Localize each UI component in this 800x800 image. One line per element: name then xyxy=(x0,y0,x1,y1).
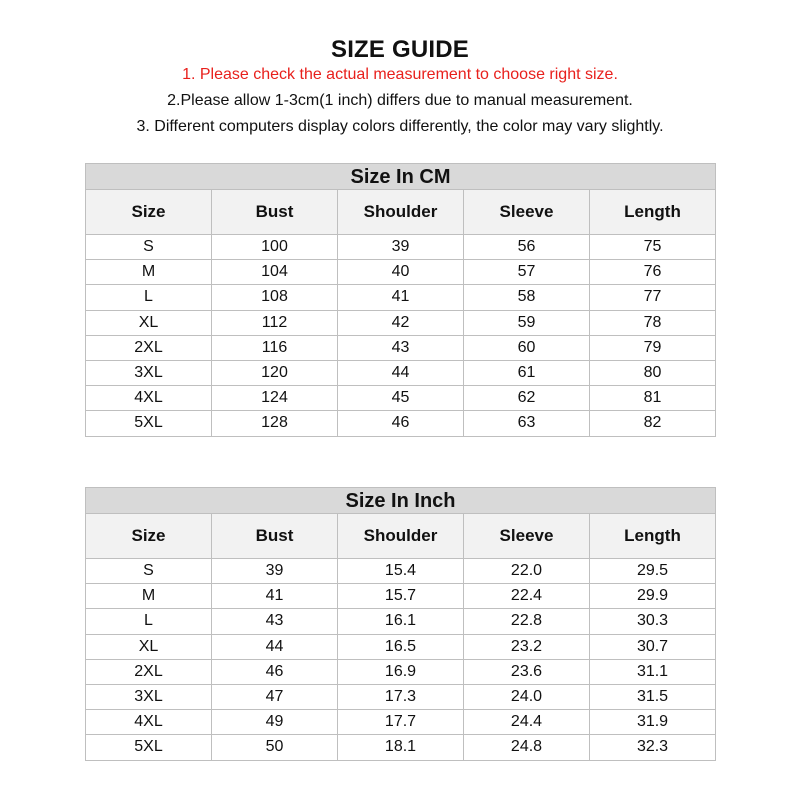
table-cell: 39 xyxy=(212,559,338,584)
table-cell: 80 xyxy=(590,360,716,385)
table-cell: 128 xyxy=(212,411,338,436)
column-header: Shoulder xyxy=(338,190,464,235)
table-cell: 17.3 xyxy=(338,684,464,709)
table-caption: Size In CM xyxy=(86,164,716,190)
table-cell: 23.2 xyxy=(464,634,590,659)
table-cell: 15.7 xyxy=(338,584,464,609)
table-cell: 4XL xyxy=(86,710,212,735)
table-row xyxy=(86,559,716,584)
column-header: Sleeve xyxy=(464,514,590,559)
table-cell: 56 xyxy=(464,235,590,260)
table-cell: 60 xyxy=(464,335,590,360)
table-cell: 77 xyxy=(590,285,716,310)
table-cell: 30.3 xyxy=(590,609,716,634)
table-cell: 15.4 xyxy=(338,559,464,584)
table-cell: 49 xyxy=(212,710,338,735)
table-row xyxy=(86,285,716,310)
table-cell: 16.5 xyxy=(338,634,464,659)
table-cell: 24.0 xyxy=(464,684,590,709)
table-cell: 50 xyxy=(212,735,338,760)
table-cell: 44 xyxy=(338,360,464,385)
table-cell: 62 xyxy=(464,386,590,411)
table-cell: 43 xyxy=(338,335,464,360)
table-cell: 78 xyxy=(590,310,716,335)
table-cell: 5XL xyxy=(86,735,212,760)
column-header: Size xyxy=(86,190,212,235)
table-cell: 16.1 xyxy=(338,609,464,634)
table-cell: 47 xyxy=(212,684,338,709)
table-row xyxy=(86,684,716,709)
table-cell: XL xyxy=(86,634,212,659)
note-tolerance: 2.Please allow 1-3cm(1 inch) differs due to manual measurement. xyxy=(167,92,633,109)
table-cell: 40 xyxy=(338,260,464,285)
table-cell: 57 xyxy=(464,260,590,285)
table-cell: 3XL xyxy=(86,684,212,709)
table-cell: 43 xyxy=(212,609,338,634)
table-row xyxy=(86,609,716,634)
table-row xyxy=(86,634,716,659)
table-cell: 104 xyxy=(212,260,338,285)
column-header: Size xyxy=(86,514,212,559)
table-row xyxy=(86,335,716,360)
table-cell: 18.1 xyxy=(338,735,464,760)
column-header: Sleeve xyxy=(464,190,590,235)
table-cell: 22.4 xyxy=(464,584,590,609)
table-cell: 41 xyxy=(212,584,338,609)
column-header: Bust xyxy=(212,190,338,235)
table-cell: 29.5 xyxy=(590,559,716,584)
table-cell: 31.5 xyxy=(590,684,716,709)
table-cell: 79 xyxy=(590,335,716,360)
table-cell: 108 xyxy=(212,285,338,310)
table-cell: 31.9 xyxy=(590,710,716,735)
column-header: Length xyxy=(590,190,716,235)
table-cell: 46 xyxy=(212,659,338,684)
table-cell: 42 xyxy=(338,310,464,335)
table-cell: 58 xyxy=(464,285,590,310)
table-cell: 5XL xyxy=(86,411,212,436)
table-caption: Size In Inch xyxy=(86,488,716,514)
table-cell: 23.6 xyxy=(464,659,590,684)
table-cell: S xyxy=(86,559,212,584)
column-header: Shoulder xyxy=(338,514,464,559)
table-cell: 17.7 xyxy=(338,710,464,735)
table-cell: 112 xyxy=(212,310,338,335)
note-color-variance: 3. Different computers display colors differently, the color may vary slightly. xyxy=(136,118,664,135)
table-cell: 61 xyxy=(464,360,590,385)
table-row xyxy=(86,260,716,285)
table-cell: 24.4 xyxy=(464,710,590,735)
table-cell: 59 xyxy=(464,310,590,335)
table-cell: 4XL xyxy=(86,386,212,411)
table-cell: L xyxy=(86,609,212,634)
table-cell: 32.3 xyxy=(590,735,716,760)
table-cell: 120 xyxy=(212,360,338,385)
table-cell: 41 xyxy=(338,285,464,310)
table-row xyxy=(86,710,716,735)
table-cell: M xyxy=(86,584,212,609)
table-row xyxy=(86,310,716,335)
table-cell: S xyxy=(86,235,212,260)
table-cell: 2XL xyxy=(86,335,212,360)
size-table-cm xyxy=(85,163,716,437)
note-measurement: 1. Please check the actual measurement to choose right size. xyxy=(182,66,618,83)
table-cell: 2XL xyxy=(86,659,212,684)
table-cell: 29.9 xyxy=(590,584,716,609)
table-cell: 124 xyxy=(212,386,338,411)
table-row xyxy=(86,735,716,760)
table-cell: XL xyxy=(86,310,212,335)
table-cell: 82 xyxy=(590,411,716,436)
table-cell: 39 xyxy=(338,235,464,260)
column-header: Bust xyxy=(212,514,338,559)
table-row xyxy=(86,360,716,385)
size-table-inch xyxy=(85,487,716,761)
table-cell: 75 xyxy=(590,235,716,260)
table-row xyxy=(86,659,716,684)
table-cell: 31.1 xyxy=(590,659,716,684)
table-row xyxy=(86,411,716,436)
table-cell: 30.7 xyxy=(590,634,716,659)
table-cell: 116 xyxy=(212,335,338,360)
table-cell: 16.9 xyxy=(338,659,464,684)
table-cell: 45 xyxy=(338,386,464,411)
column-header: Length xyxy=(590,514,716,559)
table-cell: 22.8 xyxy=(464,609,590,634)
table-row xyxy=(86,235,716,260)
table-row xyxy=(86,386,716,411)
page-title: SIZE GUIDE xyxy=(330,36,470,63)
table-cell: 44 xyxy=(212,634,338,659)
table-cell: 63 xyxy=(464,411,590,436)
table-cell: 24.8 xyxy=(464,735,590,760)
table-row xyxy=(86,584,716,609)
table-cell: 22.0 xyxy=(464,559,590,584)
table-cell: 3XL xyxy=(86,360,212,385)
table-cell: L xyxy=(86,285,212,310)
table-cell: 100 xyxy=(212,235,338,260)
table-cell: M xyxy=(86,260,212,285)
table-cell: 81 xyxy=(590,386,716,411)
table-cell: 46 xyxy=(338,411,464,436)
table-cell: 76 xyxy=(590,260,716,285)
